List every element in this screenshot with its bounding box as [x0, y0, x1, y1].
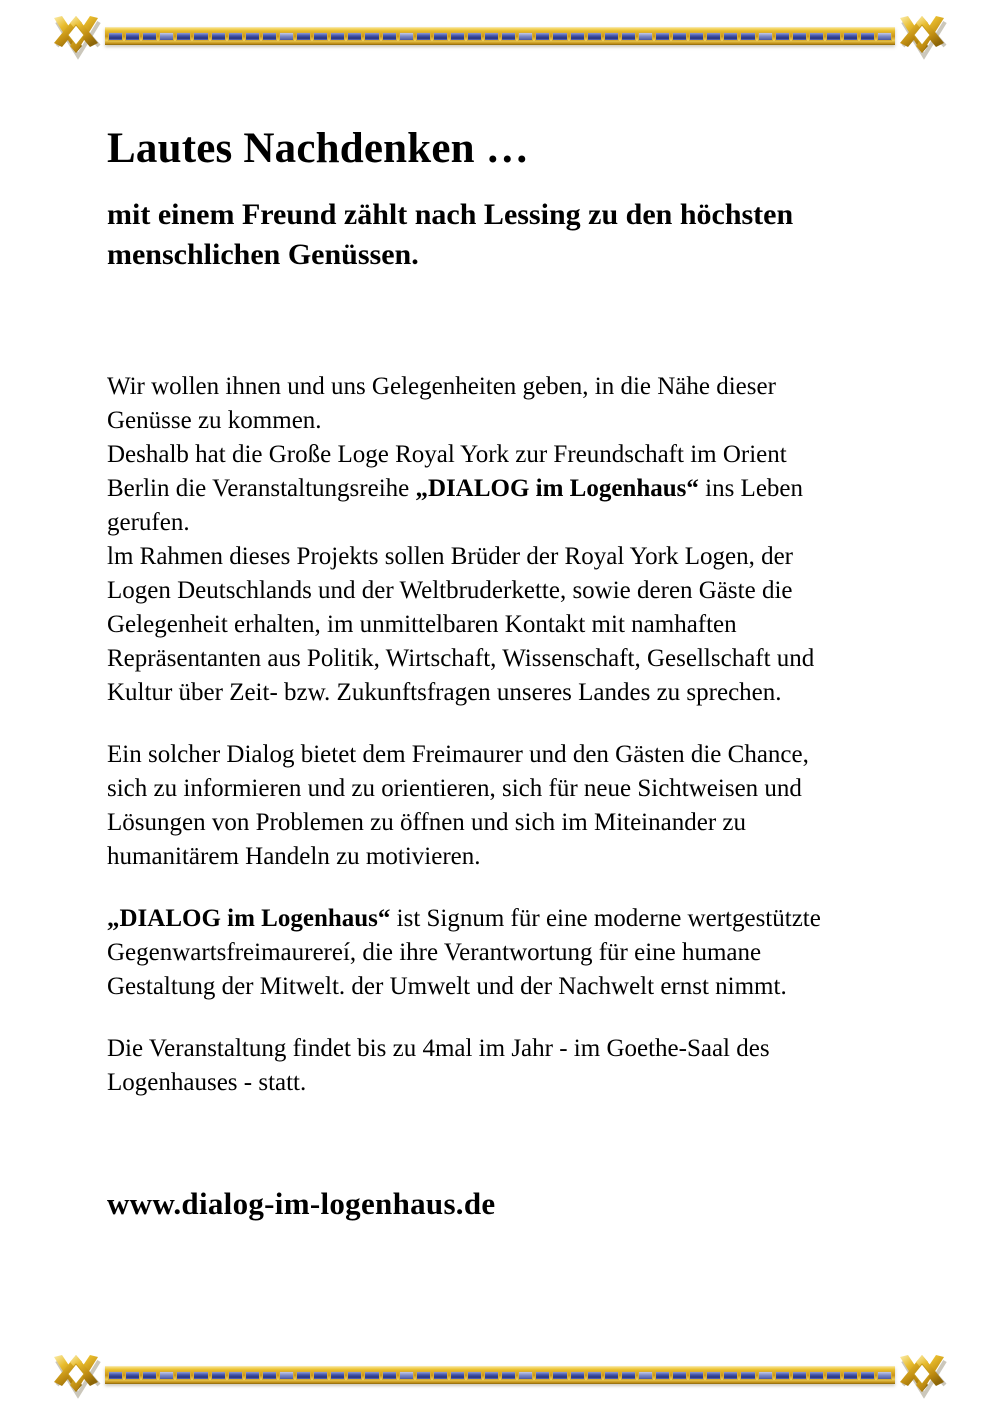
- jewel-segment: [621, 1371, 636, 1380]
- jewel-segment: [723, 1371, 738, 1380]
- jewel-segment: [535, 1371, 550, 1380]
- jewel-segment: [706, 32, 721, 41]
- jewel-segment: [877, 1371, 892, 1380]
- jewel-segment: [364, 32, 379, 41]
- jewel-segment: [843, 1371, 858, 1380]
- jewel-segment: [518, 32, 533, 41]
- jewel-segment: [723, 32, 738, 41]
- jewel-segment: [176, 32, 191, 41]
- emphasis-dialog-im-logenhaus: „DIALOG im Logenhaus“: [415, 474, 699, 502]
- jewel-segment: [672, 1371, 687, 1380]
- jewel-segment: [775, 32, 790, 41]
- paragraph-termine: [107, 1032, 907, 1100]
- jewel-segment: [142, 32, 157, 41]
- jewel-segment: [604, 1371, 619, 1380]
- text-line: humanitärem Handeln zu motivieren.: [107, 842, 481, 870]
- jewel-segment: [535, 32, 550, 41]
- jewel-segment: [211, 1371, 226, 1380]
- jewel-segment: [758, 1371, 773, 1380]
- jewel-segment: [467, 1371, 482, 1380]
- body-paragraphs: [107, 370, 917, 1100]
- jewel-segment: [262, 32, 277, 41]
- ornamental-jewel-bar-top: [105, 27, 895, 45]
- jewel-segment: [125, 32, 140, 41]
- bottom-ornament-border: [0, 1345, 1000, 1405]
- text-line: Kultur über Zeit- bzw. Zukunftsfragen unseres Landes zu sprechen.: [107, 678, 782, 706]
- jewel-segment: [228, 32, 243, 41]
- jewel-segment: [484, 32, 499, 41]
- website-url: www.dialog-im-logenhaus.de: [107, 1185, 496, 1221]
- jewel-segment: [860, 32, 875, 41]
- square-and-compasses-icon-bottom-left: [49, 1350, 105, 1400]
- jewel-segment: [518, 1371, 533, 1380]
- jewel-segment: [296, 32, 311, 41]
- text-line: Gelegenheit erhalten, im unmittelbaren Kontakt mit namhaften: [107, 610, 737, 638]
- jewel-segment: [245, 1371, 260, 1380]
- jewel-segment: [672, 32, 687, 41]
- jewel-segment: [809, 32, 824, 41]
- jewel-segment: [638, 32, 653, 41]
- text-line: sich zu informieren und zu orientieren, sich für neue Sichtweisen und: [107, 774, 802, 802]
- emphasis-dialog-im-logenhaus: „DIALOG im Logenhaus“: [107, 904, 391, 932]
- page-subtitle: [107, 195, 837, 275]
- jewel-segment: [313, 32, 328, 41]
- jewel-segment: [843, 32, 858, 41]
- jewel-segment: [792, 1371, 807, 1380]
- jewel-segment: [570, 1371, 585, 1380]
- jewel-segment: [740, 1371, 755, 1380]
- jewel-segment: [262, 1371, 277, 1380]
- text-line: Die Veranstaltung findet bis zu 4mal im Jahr - im Goethe-Saal des: [107, 1034, 770, 1062]
- jewel-segment: [382, 1371, 397, 1380]
- jewel-segment: [433, 1371, 448, 1380]
- jewel-segment: [382, 32, 397, 41]
- jewel-segment: [792, 32, 807, 41]
- jewel-segment: [159, 1371, 174, 1380]
- jewel-segment: [587, 1371, 602, 1380]
- text-line: Gegenwartsfreimaurereí, die ihre Verantwortung für eine humane: [107, 938, 762, 966]
- text-line: „DIALOG im Logenhaus“ ist Signum für eine moderne wertgestützte: [107, 904, 821, 932]
- jewel-segment: [809, 1371, 824, 1380]
- jewel-segment: [655, 32, 670, 41]
- jewel-segment: [416, 32, 431, 41]
- text-line: Repräsentanten aus Politik, Wirtschaft, Wissenschaft, Gesellschaft und: [107, 644, 815, 672]
- jewel-segment: [228, 1371, 243, 1380]
- ornamental-jewel-bar-bottom: [105, 1366, 895, 1384]
- jewel-segment: [860, 1371, 875, 1380]
- jewel-segment: [758, 32, 773, 41]
- jewel-segment: [826, 1371, 841, 1380]
- jewel-segment: [399, 32, 414, 41]
- jewel-segment: [826, 32, 841, 41]
- jewel-segment: [279, 32, 294, 41]
- jewel-segment: [740, 32, 755, 41]
- jewel-segment: [689, 32, 704, 41]
- jewel-segment: [570, 32, 585, 41]
- text-line: Genüsse zu kommen.: [107, 406, 322, 434]
- document-content: [107, 125, 917, 1222]
- jewel-segment: [211, 32, 226, 41]
- jewel-segment: [330, 1371, 345, 1380]
- jewel-strip-top: [105, 32, 895, 41]
- text-line: Ein solcher Dialog bietet dem Freimaurer und den Gästen die Chance,: [107, 740, 809, 768]
- jewel-segment: [399, 1371, 414, 1380]
- text-line: Deshalb hat die Große Loge Royal York zur Freundschaft im Orient: [107, 440, 787, 468]
- jewel-segment: [621, 32, 636, 41]
- jewel-segment: [330, 32, 345, 41]
- jewel-segment: [501, 32, 516, 41]
- text-line: Gestaltung der Mitwelt. der Umwelt und der Nachwelt ernst nimmt.: [107, 972, 787, 1000]
- page-title: Lautes Nachdenken …: [107, 125, 529, 172]
- jewel-segment: [706, 1371, 721, 1380]
- jewel-segment: [296, 1371, 311, 1380]
- jewel-segment: [433, 32, 448, 41]
- subtitle-line-2: höchsten menschlichen Genüssen.: [107, 198, 794, 272]
- text-line: Berlin die Veranstaltungsreihe „DIALOG im Logenhaus“ ins Leben: [107, 474, 804, 502]
- square-and-compasses-icon-top-right: [895, 11, 951, 61]
- jewel-segment: [450, 1371, 465, 1380]
- text-line: Lösungen von Problemen zu öffnen und sich im Miteinander zu: [107, 808, 746, 836]
- text-line: Logen Deutschlands und der Weltbruderkette, sowie deren Gäste die: [107, 576, 793, 604]
- jewel-segment: [108, 32, 123, 41]
- text-line: Logenhauses - statt.: [107, 1068, 307, 1096]
- jewel-segment: [604, 32, 619, 41]
- jewel-segment: [108, 1371, 123, 1380]
- paragraph-chance: [107, 738, 907, 874]
- text-line: lm Rahmen dieses Projekts sollen Brüder der Royal York Logen, der: [107, 542, 794, 570]
- paragraph-intro: [107, 370, 907, 710]
- jewel-segment: [638, 1371, 653, 1380]
- jewel-segment: [347, 1371, 362, 1380]
- jewel-segment: [245, 32, 260, 41]
- jewel-segment: [552, 1371, 567, 1380]
- jewel-segment: [193, 1371, 208, 1380]
- jewel-segment: [552, 32, 567, 41]
- jewel-segment: [142, 1371, 157, 1380]
- paragraph-signum: [107, 902, 907, 1004]
- jewel-segment: [689, 1371, 704, 1380]
- jewel-segment: [587, 32, 602, 41]
- jewel-strip-bottom: [105, 1371, 895, 1380]
- text-line: Wir wollen ihnen und uns Gelegenheiten geben, in die Nähe dieser: [107, 372, 776, 400]
- jewel-segment: [416, 1371, 431, 1380]
- square-and-compasses-icon-top-left: [49, 11, 105, 61]
- jewel-segment: [501, 1371, 516, 1380]
- jewel-segment: [279, 1371, 294, 1380]
- subtitle-line-1: mit einem Freund zählt nach Lessing zu den: [107, 198, 673, 232]
- jewel-segment: [775, 1371, 790, 1380]
- jewel-segment: [313, 1371, 328, 1380]
- jewel-segment: [877, 32, 892, 41]
- jewel-segment: [467, 32, 482, 41]
- jewel-segment: [450, 32, 465, 41]
- text-line: gerufen.: [107, 508, 190, 536]
- top-ornament-border: [0, 6, 1000, 66]
- jewel-segment: [347, 32, 362, 41]
- jewel-segment: [484, 1371, 499, 1380]
- square-and-compasses-icon-bottom-right: [895, 1350, 951, 1400]
- jewel-segment: [655, 1371, 670, 1380]
- jewel-segment: [125, 1371, 140, 1380]
- jewel-segment: [364, 1371, 379, 1380]
- jewel-segment: [159, 32, 174, 41]
- jewel-segment: [193, 32, 208, 41]
- jewel-segment: [176, 1371, 191, 1380]
